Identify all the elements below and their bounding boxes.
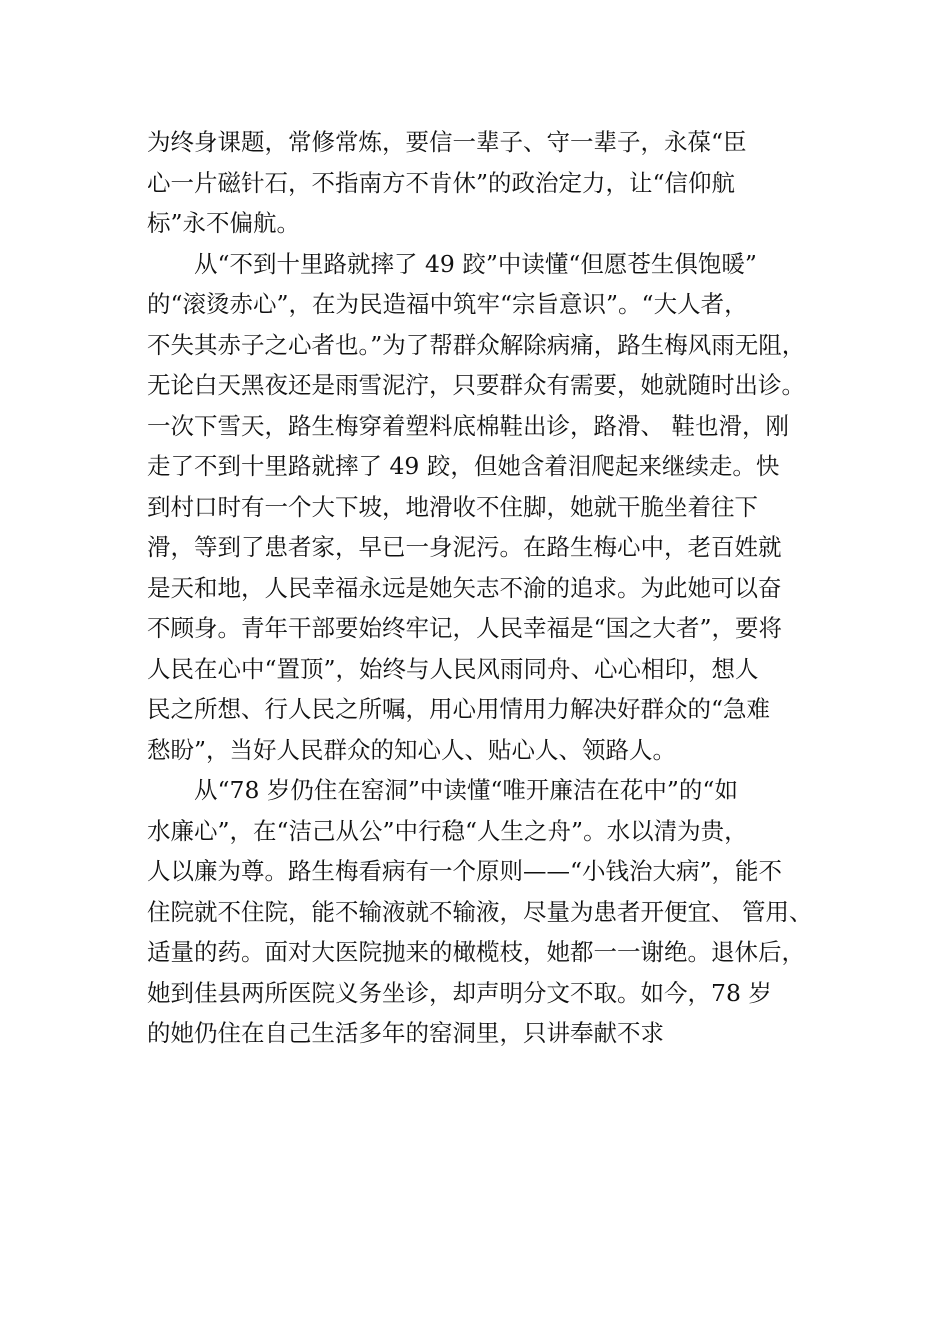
text-line: 的她仍住在自己生活多年的窑洞里，只讲奉献不求 [147,1019,664,1047]
text-line: 走了不到十里路就摔了 49 跤，但她含着泪爬起来继续走。快 [147,452,780,480]
text-line: 她到佳县两所医院义务坐诊，却声明分文不取。如今，78 岁 [147,978,772,1007]
paragraph-start-line: 从“78 岁仍住在窑洞”中读懂“唯开廉洁在花中”的“如 [194,776,738,804]
text-line: 标”永不偏航。 [147,209,301,237]
text-line: 水廉心”，在“洁己从公”中行稳“人生之舟”。水以清为贵， [147,816,748,845]
text-line: 是天和地，人民幸福永远是她矢志不渝的追求。为此她可以奋 [147,573,782,602]
paragraph-start-line: 从“不到十里路就摔了 49 跤”中读懂“但愿苍生俱饱暖” [194,249,757,278]
text-line: 人民在心中“置顶”，始终与人民风雨同舟、心心相印，想人 [147,654,759,683]
text-line: 人以廉为尊。路生梅看病有一个原则——“小钱治大病”，能不 [147,857,783,885]
text-line: 一次下雪天，路生梅穿着塑料底棉鞋出诊，路滑、 鞋也滑，刚 [147,411,789,440]
text-line: 愁盼”，当好人民群众的知心人、贴心人、领路人。 [147,735,677,764]
body-text [147,122,847,1054]
text-line: 到村口时有一个大下坡，地滑收不住脚，她就干脆坐着往下 [147,492,758,521]
text-line: 不失其赤子之心者也。”为了帮群众解除病痛，路生梅风雨无阻， [147,330,806,359]
text-line: 不顾身。青年干部要始终牢记，人民幸福是“国之大者”，要将 [147,614,783,642]
text-line: 住院就不住院，能不输液就不输液，尽量为患者开便宜、 管用、 [147,897,813,926]
text-line: 民之所想、行人民之所嘱，用心用情用力解决好群众的“急难 [147,695,771,723]
text-line: 适量的药。面对大医院抛来的橄榄枝，她都一一谢绝。退休后， [147,938,805,966]
text-line: 心一片磁针石，不指南方不肯休”的政治定力，让“信仰航 [147,168,736,197]
text-line: 无论白天黑夜还是雨雪泥泞，只要群众有需要，她就随时出诊。 [147,371,805,399]
text-line: 滑，等到了患者家，早已一身泥污。在路生梅心中，老百姓就 [147,533,782,561]
text-line: 的“滚烫赤心”，在为民造福中筑牢“宗旨意识”。“大人者， [147,290,748,318]
text-line: 为终身课题，常修常炼，要信一辈子、守一辈子，永葆“臣 [147,128,747,156]
